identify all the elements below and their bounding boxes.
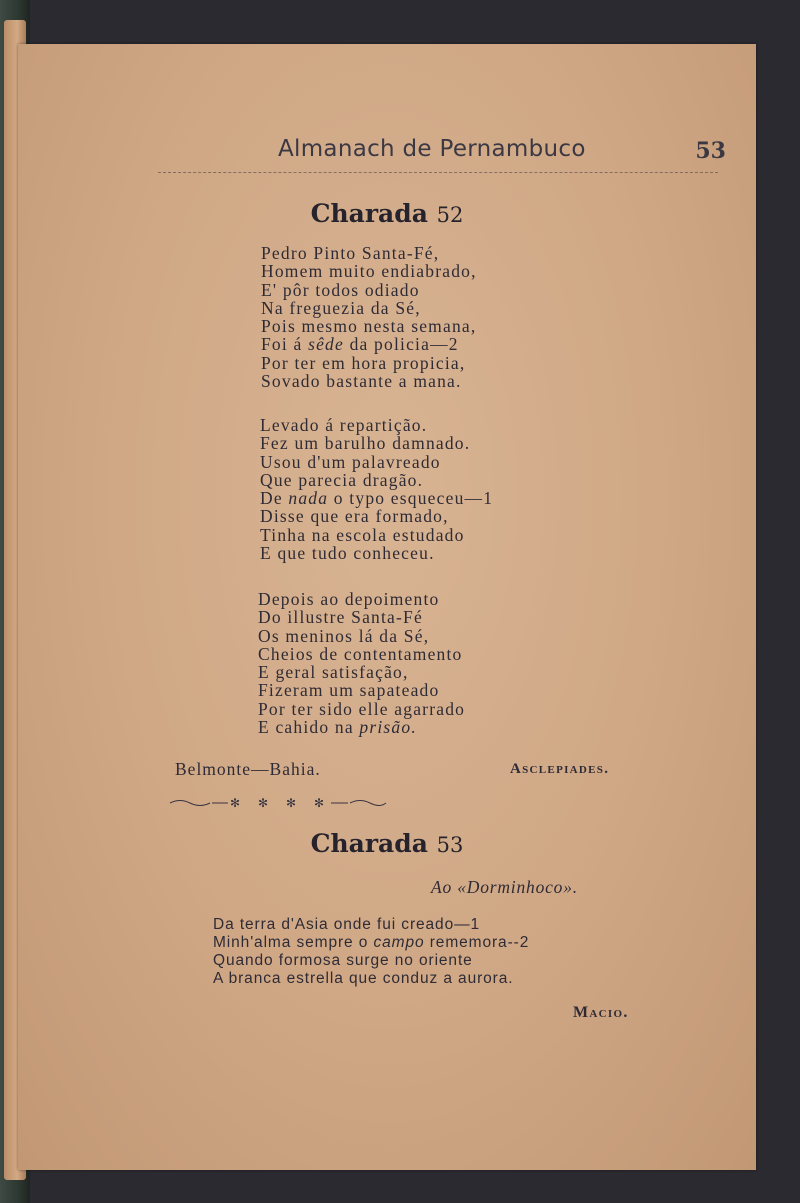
charada-52-stanza-3 <box>258 590 465 736</box>
verse-text: da policia—2 <box>349 334 459 355</box>
svg-text:✻: ✻ <box>258 796 269 810</box>
page <box>18 44 756 1170</box>
verse-line: Pedro Pinto Santa-Fé, <box>261 243 440 263</box>
charada-52-stanza-2 <box>260 416 493 562</box>
running-head-title: Almanach de Pernambuco <box>278 136 586 162</box>
verse-text: Minh'alma sempre o <box>213 934 369 951</box>
charada-52-stanza-1 <box>261 244 477 390</box>
charada-52-title <box>18 199 756 228</box>
verse-line <box>258 718 465 736</box>
verse-line: Do illustre Santa-Fé <box>258 607 423 628</box>
page-number: 53 <box>695 138 726 164</box>
charada-53-stanza <box>213 916 529 988</box>
verse-italic-word: campo <box>373 934 425 951</box>
verse-line: A branca estrella que conduz a aurora. <box>213 970 514 987</box>
verse-line: Depois ao depoimento <box>258 589 440 609</box>
verse-line: Fez um barulho damnado. <box>260 433 471 454</box>
charada-53-number: 53 <box>436 833 464 857</box>
verse-line: Pois mesmo nesta semana, <box>261 316 477 337</box>
verse-line: Disse que era formado, <box>260 506 449 527</box>
charada-53-dedication: Ao «Dorminhoco». <box>431 877 578 897</box>
verse-line: Levado á repartição. <box>260 415 428 435</box>
charada-53-author: Macio. <box>573 1004 629 1021</box>
verse-text: rememora--2 <box>429 934 530 951</box>
verse-text: E cahido na <box>258 717 354 738</box>
verse-line: Por ter em hora propicia, <box>261 352 466 373</box>
verse-line: E' pôr todos odiado <box>261 279 420 300</box>
verse-line: Homem muito endiabrado, <box>261 261 477 282</box>
svg-text:✻: ✻ <box>230 796 241 810</box>
verse-italic-word: nada <box>288 488 329 509</box>
charada-52-place: Belmonte—Bahia. <box>175 759 321 779</box>
svg-text:✻: ✻ <box>314 796 325 810</box>
charada-53-title-text: Charada <box>310 829 428 858</box>
verse-line: Tinha na escola estudado <box>260 524 465 545</box>
header-rule <box>158 172 718 173</box>
charada-52-title-text: Charada <box>310 199 428 228</box>
verse-text: Foi á <box>261 334 303 355</box>
verse-line: Da terra d'Asia onde fui creado—1 <box>213 916 481 933</box>
verse-line: Na freguezia da Sé, <box>261 297 421 318</box>
verse-line: Usou d'um palavreado <box>260 451 441 472</box>
charada-53-title <box>18 829 756 858</box>
charada-52-number: 52 <box>436 203 464 227</box>
verse-text: o typo esqueceu—1 <box>333 488 494 509</box>
verse-line <box>261 335 477 353</box>
verse-line: Quando formosa surge no oriente <box>213 952 473 969</box>
verse-line: E que tudo conheceu. <box>260 543 435 564</box>
verse-line: Cheios de contentamento <box>258 643 463 664</box>
verse-italic-word: sêde <box>308 334 344 355</box>
verse-line: Que parecia dragão. <box>260 469 424 490</box>
verse-italic-word: prisão. <box>359 717 417 738</box>
verse-line <box>213 934 529 952</box>
verse-line: Sovado bastante a mana. <box>261 371 462 392</box>
verse-line: Por ter sido elle agarrado <box>258 698 466 719</box>
verse-line: Os meninos lá da Sé, <box>258 625 430 646</box>
verse-line <box>260 489 493 507</box>
running-head <box>18 136 738 170</box>
verse-line: Fizeram um sapateado <box>258 680 440 701</box>
charada-52-author: Asclepiades. <box>510 761 610 777</box>
ornament-divider <box>168 796 388 810</box>
svg-text:✻: ✻ <box>286 796 297 810</box>
verse-line: E geral satisfação, <box>258 662 409 683</box>
verse-text: De <box>260 488 283 509</box>
